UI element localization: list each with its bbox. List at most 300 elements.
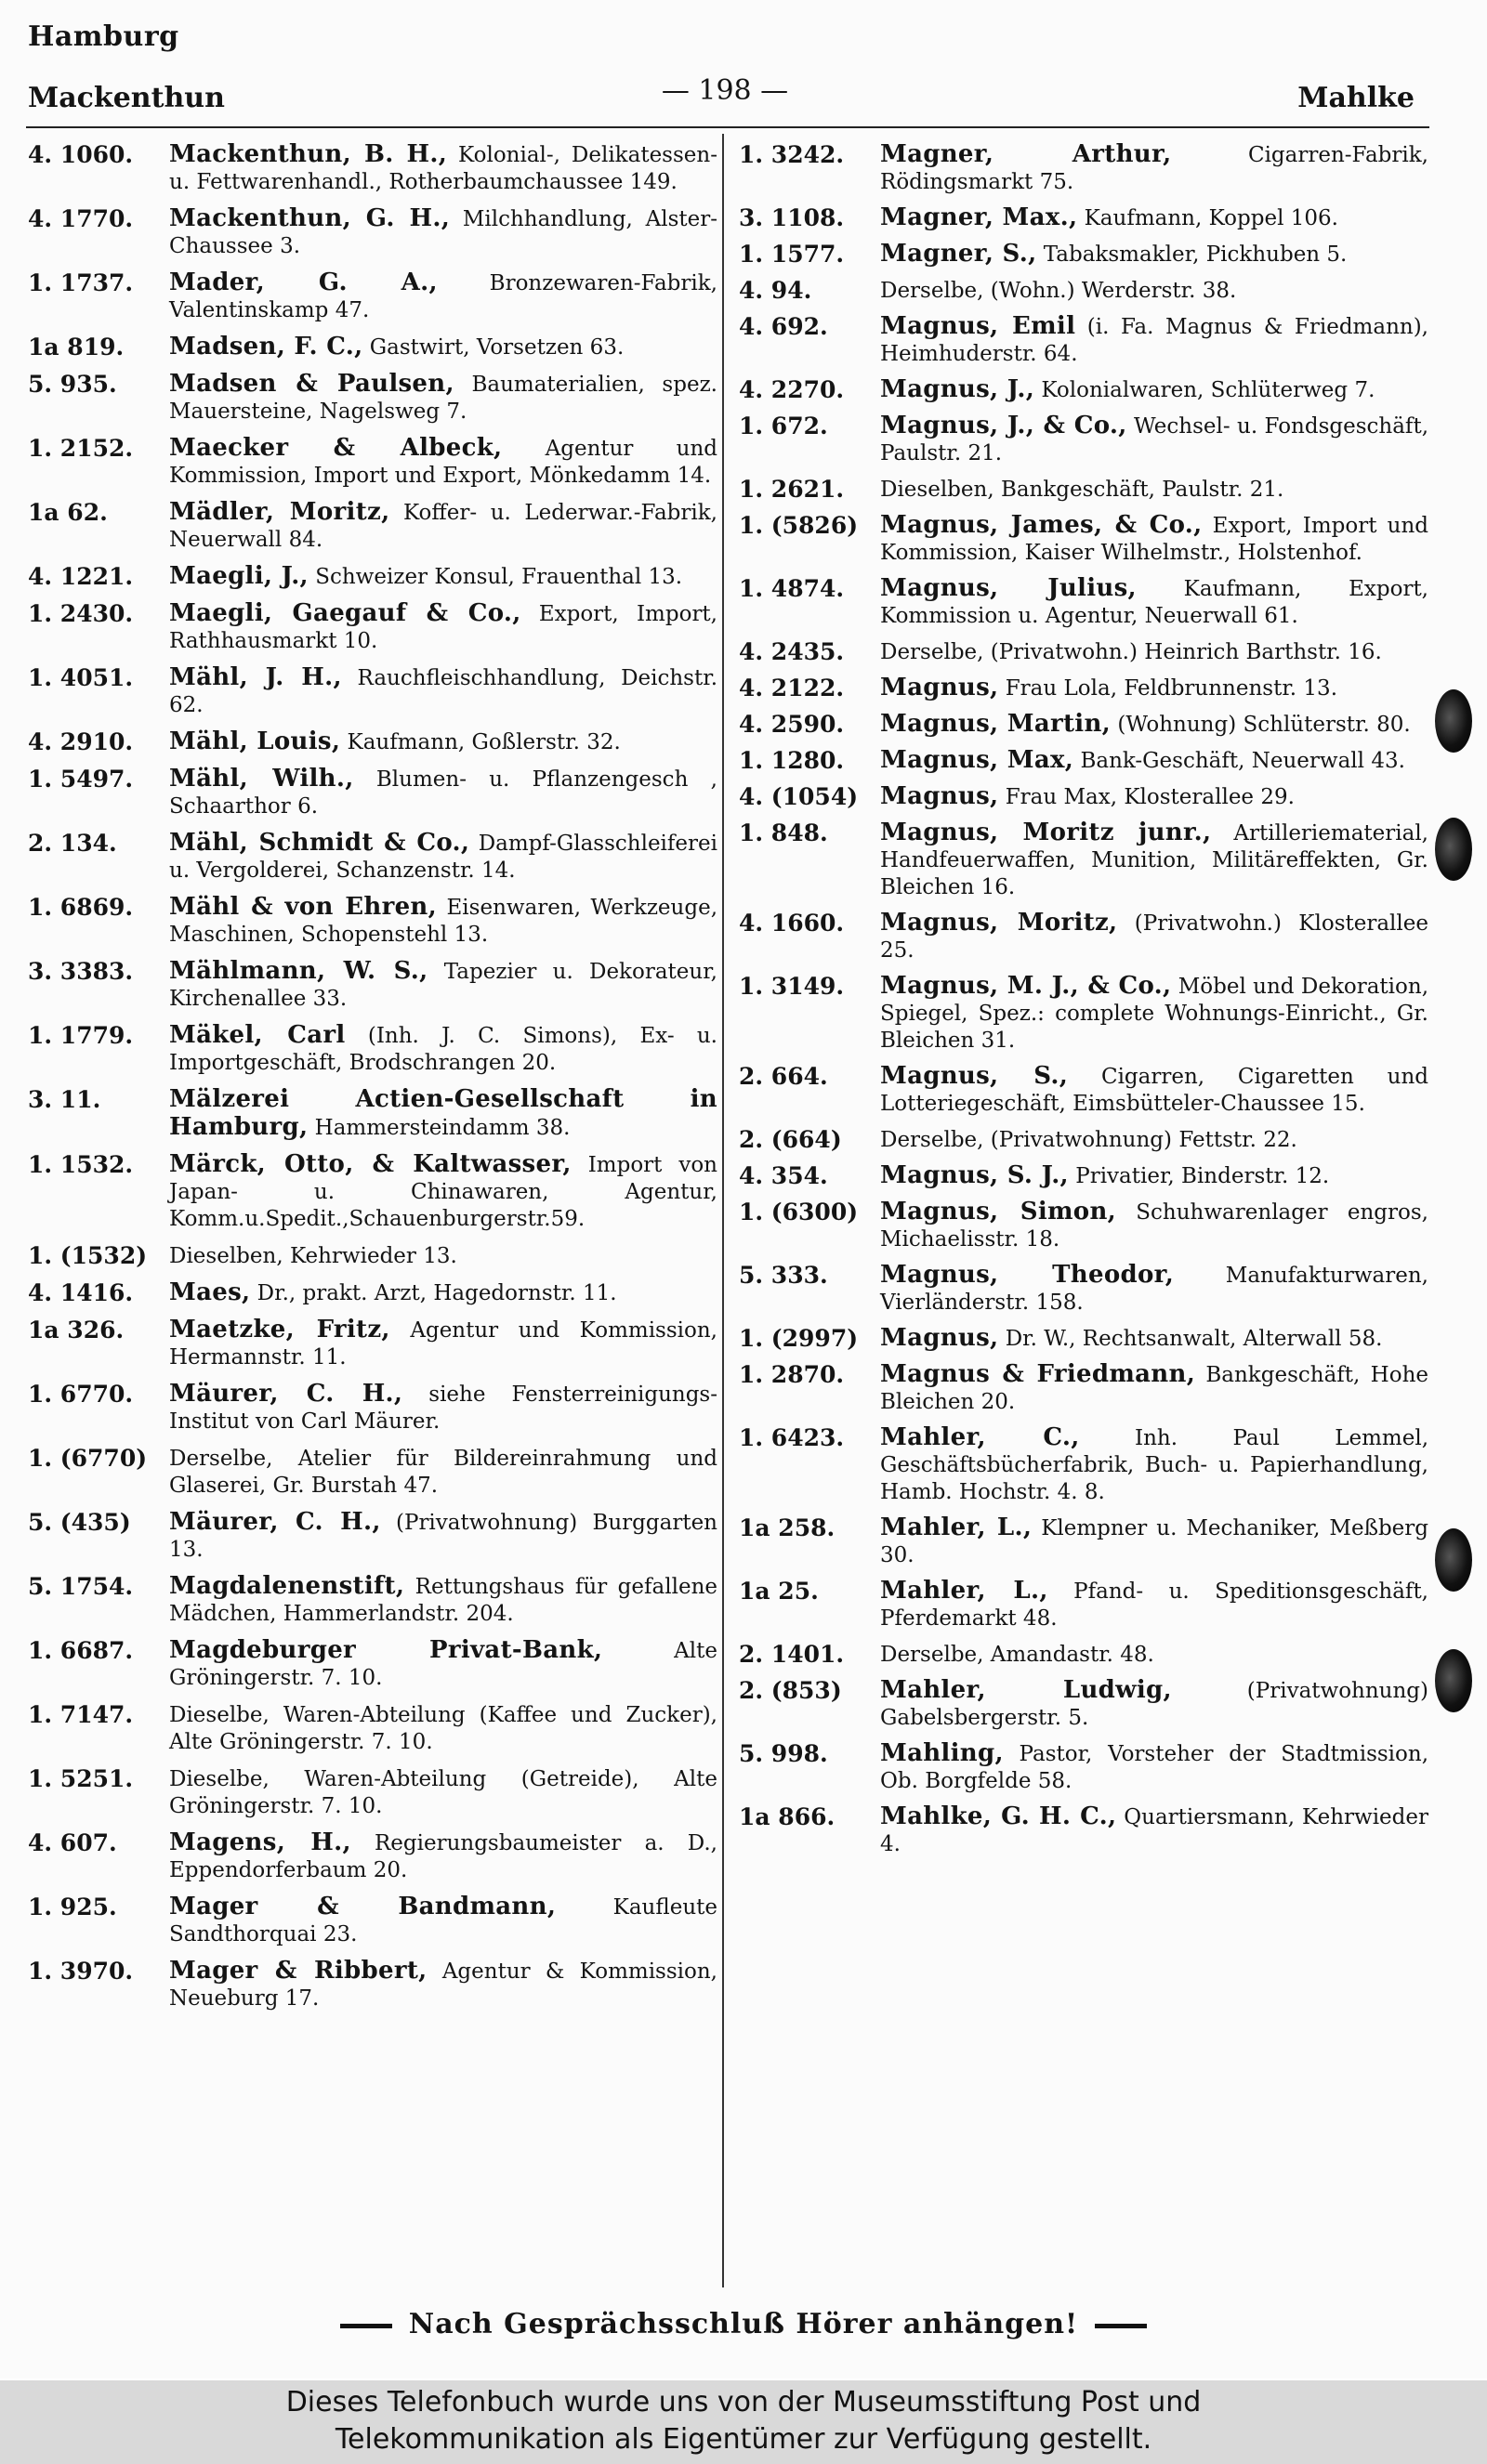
phone-number: 4. 1060.	[28, 141, 134, 168]
subscriber-name: Magnus,	[880, 1324, 999, 1352]
punch-holes	[1431, 0, 1487, 2379]
entry-text	[880, 1162, 1428, 1190]
directory-entry	[28, 1381, 717, 1435]
entry-text	[169, 958, 717, 1013]
subscriber-details: (Wohnung) Schlüterstr. 80.	[1111, 713, 1411, 737]
entry-text	[169, 1829, 717, 1884]
phone-number: 4. 1770.	[28, 205, 134, 232]
subscriber-details: Pastor, Vorsteher der Stadtmission, Ob. Borgfelde 58.	[880, 1742, 1428, 1793]
phone-number: 1. 1532.	[28, 1151, 134, 1178]
entry-text	[880, 1677, 1428, 1732]
phone-number: 2. (664)	[739, 1126, 842, 1153]
subscriber-details: Möbel und Dekoration, Spiegel, Spez.: complete Wohnungs-Einricht., Gr. Bleichen 31.	[880, 975, 1428, 1053]
directory-entry	[28, 563, 717, 591]
entry-text	[880, 910, 1428, 964]
directory-entry	[28, 1701, 717, 1756]
directory-entry	[28, 1242, 717, 1270]
subscriber-name: Mählmann, W. S.,	[169, 957, 428, 985]
entry-text	[880, 638, 1428, 666]
subscriber-details: Export, Import, Rathhausmarkt 10.	[169, 602, 717, 653]
directory-entry	[739, 1424, 1428, 1506]
subscriber-name: Mager & Bandmann,	[169, 1893, 557, 1920]
subscriber-details: Pfand- u. Speditionsgeschäft, Pferdemarkt 48.	[880, 1579, 1428, 1631]
subscriber-details: Tabaksmakler, Pickhuben 5.	[1036, 242, 1348, 267]
subscriber-name: Magnus & Friedmann,	[880, 1360, 1196, 1388]
directory-entry	[28, 1445, 717, 1500]
entry-text	[880, 376, 1428, 404]
subscriber-details: Hammersteindamm 38.	[308, 1116, 571, 1140]
directory-entry	[739, 512, 1428, 567]
directory-entry	[28, 371, 717, 426]
subscriber-name: Mähl, Louis,	[169, 727, 341, 755]
phone-number: 5. 998.	[739, 1740, 828, 1767]
subscriber-details: Dr., prakt. Arzt, Hagedornstr. 11.	[250, 1281, 617, 1305]
phone-number: 1a 866.	[739, 1803, 836, 1830]
subscriber-details: Agentur und Kommission, Import und Export, Mönkedamm 14.	[169, 437, 717, 488]
entry-text	[880, 575, 1428, 630]
subscriber-name: Magner, Arthur,	[880, 140, 1172, 168]
phone-number: 1. 6687.	[28, 1637, 134, 1664]
subscriber-details: Bronzewaren-Fabrik, Valentinskamp 47.	[169, 271, 717, 322]
subscriber-details: Dieselben, Bankgeschäft, Paulstr. 21.	[880, 478, 1284, 502]
directory-entry	[739, 1740, 1428, 1795]
subscriber-details: Artilleriematerial, Handfeuerwaffen, Munition, Militäreffekten, Gr. Bleichen 16.	[880, 821, 1428, 899]
entry-text	[169, 141, 717, 196]
subscriber-name: Madsen, F. C.,	[169, 333, 363, 360]
entry-text	[880, 1514, 1428, 1569]
directory-entry	[739, 638, 1428, 666]
entry-text	[169, 334, 717, 361]
phone-number: 1. (6300)	[739, 1199, 859, 1225]
entry-text	[169, 435, 717, 490]
phone-number: 1a 258.	[739, 1514, 836, 1541]
subscriber-name: Märck, Otto, & Kaltwasser,	[169, 1150, 572, 1178]
phone-number: 1a 62.	[28, 499, 108, 526]
phone-number: 2. 1401.	[739, 1641, 845, 1668]
directory-entry	[739, 1677, 1428, 1732]
phone-number: 1. (2997)	[739, 1325, 859, 1352]
directory-entry	[739, 783, 1428, 811]
phone-number: 4. 1660.	[739, 910, 845, 937]
subscriber-name: Maes,	[169, 1278, 251, 1306]
entry-text	[169, 1317, 717, 1371]
entry-text	[880, 277, 1428, 305]
directory-entry	[28, 1829, 717, 1884]
directory-entry	[28, 728, 717, 756]
subscriber-name: Mähl, Schmidt & Co.,	[169, 829, 470, 857]
directory-entry	[28, 1765, 717, 1820]
phone-number: 1. 1577.	[739, 241, 845, 268]
phone-number: 1. 6869.	[28, 894, 134, 921]
directory-entry	[28, 600, 717, 655]
subscriber-details: (i. Fa. Magnus & Friedmann), Heimhuderstr. 64.	[880, 315, 1428, 366]
entry-text	[880, 313, 1428, 368]
entry-text	[169, 1573, 717, 1628]
subscriber-details: Inh. Paul Lemmel, Geschäftsbücherfabrik, Buch- u. Papierhandlung, Hamb. Hochstr. 4. 8.	[880, 1426, 1428, 1504]
directory-entry	[739, 277, 1428, 305]
subscriber-name: Magner, S.,	[880, 240, 1037, 268]
column-divider	[722, 134, 724, 2287]
directory-entry	[739, 1361, 1428, 1416]
subscriber-name: Magnus, J., & Co.,	[880, 412, 1127, 439]
city-heading: Hamburg	[28, 20, 179, 53]
entry-text	[880, 476, 1428, 504]
subscriber-details: Bank-Geschäft, Neuerwall 43.	[1073, 749, 1405, 773]
entry-text	[880, 1325, 1428, 1353]
entry-text	[880, 1262, 1428, 1317]
subscriber-name: Mahling,	[880, 1739, 1004, 1767]
entry-text	[169, 205, 717, 260]
subscriber-name: Magnus,	[880, 782, 999, 810]
phone-number: 1. 4874.	[739, 575, 845, 602]
entry-text	[169, 1765, 717, 1820]
subscriber-details: Dieselbe, Waren-Abteilung (Getreide), Alte Gröningerstr. 7. 10.	[169, 1767, 717, 1818]
subscriber-details: (Privatwohnung) Gabelsbergerstr. 5.	[880, 1679, 1429, 1730]
phone-number: 1. 5497.	[28, 766, 134, 793]
directory-entry	[28, 1086, 717, 1142]
subscriber-name: Magdalenenstift,	[169, 1572, 405, 1600]
subscriber-details: Kaufmann, Koppel 106.	[1077, 206, 1338, 230]
phone-number: 1. 6770.	[28, 1381, 134, 1408]
subscriber-name: Mädler, Moritz,	[169, 498, 390, 526]
directory-entry	[28, 1573, 717, 1628]
subscriber-name: Magnus, Simon,	[880, 1198, 1116, 1225]
subscriber-name: Magnus, Theodor,	[880, 1261, 1175, 1289]
subscriber-details: Dieselbe, Waren-Abteilung (Kaffee und Zucker), Alte Gröningerstr. 7. 10.	[169, 1703, 717, 1754]
footer-note-row	[0, 2308, 1487, 2340]
subscriber-details: Frau Lola, Feldbrunnenstr. 13.	[998, 676, 1338, 701]
subscriber-name: Maetzke, Fritz,	[169, 1316, 390, 1343]
directory-entry	[739, 711, 1428, 739]
dash-rule-left	[340, 2324, 392, 2328]
phone-number: 4. 1416.	[28, 1279, 134, 1306]
subscriber-name: Mähl, J. H.,	[169, 663, 342, 691]
entry-text	[169, 1022, 717, 1077]
directory-entry	[28, 499, 717, 554]
subscriber-name: Mader, G. A.,	[169, 269, 438, 296]
subscriber-details: (Privatwohn.) Klosterallee 25.	[880, 911, 1428, 963]
subscriber-details: Kolonial-, Delikatessen- u. Fettwarenhandl., Rotherbaumchaussee 149.	[169, 143, 717, 194]
entry-text	[169, 1381, 717, 1435]
directory-entry	[739, 675, 1428, 702]
subscriber-details: Frau Max, Klosterallee 29.	[998, 785, 1295, 809]
directory-entry	[28, 1151, 717, 1233]
entry-text	[880, 819, 1428, 901]
subscriber-details: (Inh. J. C. Simons), Ex- u. Importgeschäft, Brodschrangen 20.	[169, 1024, 717, 1075]
phone-number: 1. 925.	[28, 1894, 117, 1920]
entry-text	[169, 600, 717, 655]
phone-number: 1. 2621.	[739, 476, 845, 503]
subscriber-name: Magnus, James, & Co.,	[880, 511, 1203, 539]
subscriber-details: Agentur und Kommission, Hermannstr. 11.	[169, 1318, 717, 1370]
subscriber-details: Dieselben, Kehrwieder 13.	[169, 1244, 457, 1268]
header-divider	[26, 126, 1429, 128]
directory-entry	[28, 766, 717, 820]
subscriber-details: Derselbe, (Privatwohnung) Fettstr. 22.	[880, 1128, 1297, 1152]
subscriber-name: Mahler, L.,	[880, 1514, 1033, 1541]
phone-number: 4. 1221.	[28, 563, 134, 590]
directory-entry	[739, 413, 1428, 467]
phone-number: 4. 2435.	[739, 638, 845, 665]
entry-text	[169, 894, 717, 949]
subscriber-name: Mähl & von Ehren,	[169, 893, 437, 921]
phone-number: 1a 25.	[739, 1578, 819, 1605]
caption-line-1: Dieses Telefonbuch wurde uns von der Museumsstiftung Post und	[285, 2386, 1202, 2418]
subscriber-name: Maegli, J.,	[169, 562, 309, 590]
phone-number: 3. 11.	[28, 1086, 101, 1113]
directory-entry	[739, 1514, 1428, 1569]
subscriber-name: Magdeburger Privat-Bank,	[169, 1636, 603, 1664]
subscriber-details: Dampf-Glasschleiferei u. Vergolderei, Schanzenstr. 14.	[169, 832, 717, 883]
subscriber-details: Export, Import und Kommission, Kaiser Wilhelmstr., Holstenhof.	[880, 514, 1428, 565]
directory-entry	[28, 664, 717, 719]
phone-number: 1. 1779.	[28, 1022, 134, 1049]
entry-text	[169, 1279, 717, 1307]
entry-text	[880, 1361, 1428, 1416]
phone-number: 5. 935.	[28, 371, 117, 398]
subscriber-name: Madsen & Paulsen,	[169, 370, 454, 398]
subscriber-name: Magnus, S. J.,	[880, 1161, 1069, 1189]
phone-number: 1. 672.	[739, 413, 828, 439]
subscriber-name: Mälzerei Actien-Gesellschaft in Hamburg,	[169, 1085, 717, 1141]
phone-number: 1. 1280.	[739, 747, 845, 774]
directory-entry	[739, 1578, 1428, 1632]
subscriber-details: Privatier, Binderstr. 12.	[1068, 1164, 1330, 1188]
subscriber-details: Dr. W., Rechtsanwalt, Alterwall 58.	[998, 1327, 1383, 1351]
subscriber-name: Magnus, Moritz junr.,	[880, 819, 1212, 846]
phone-number: 4. 2590.	[739, 711, 845, 738]
subscriber-details: Wechsel- u. Fondsgeschäft, Paulstr. 21.	[880, 414, 1429, 465]
phone-number: 1. 3242.	[739, 141, 845, 168]
directory-entry	[28, 1279, 717, 1307]
subscriber-details: Bankgeschäft, Hohe Bleichen 20.	[880, 1363, 1428, 1414]
entry-text	[169, 1637, 717, 1692]
subscriber-details: siehe Fensterreinigungs-Institut von Carl Mäurer.	[169, 1383, 718, 1434]
phone-number: 1. 2152.	[28, 435, 134, 462]
subscriber-details: Import von Japan- u. Chinawaren, Agentur, Komm.u.Spedit.,Schauenburgerstr.59.	[169, 1153, 718, 1231]
entry-text	[880, 1740, 1428, 1795]
directory-entry	[739, 241, 1428, 269]
directory-entry	[28, 205, 717, 260]
entry-text	[880, 1641, 1428, 1669]
subscriber-name: Maegli, Gaegauf & Co.,	[169, 599, 521, 627]
directory-entry	[739, 1162, 1428, 1190]
directory-entry	[739, 1063, 1428, 1118]
phone-number: 1. 2870.	[739, 1361, 845, 1388]
phone-number: 1. 1737.	[28, 269, 134, 296]
directory-entry	[739, 575, 1428, 630]
entry-text	[880, 1578, 1428, 1632]
entry-text	[880, 1424, 1428, 1506]
subscriber-name: Mähl, Wilh.,	[169, 765, 354, 793]
phone-number: 4. 2270.	[739, 376, 845, 403]
subscriber-details: Eisenwaren, Werkzeuge, Maschinen, Schopenstehl 13.	[169, 896, 718, 947]
phone-number: 1. (1532)	[28, 1242, 148, 1269]
entry-text	[880, 783, 1428, 811]
phone-number: 1. 848.	[739, 819, 828, 846]
entry-text	[880, 747, 1428, 775]
entry-text	[880, 1199, 1428, 1253]
entry-text	[169, 830, 717, 885]
subscriber-details: Schuhwarenlager engros, Michaelisstr. 18.	[880, 1200, 1428, 1252]
directory-entry	[28, 269, 717, 324]
directory-entry	[28, 1958, 717, 2012]
subscriber-details: Milchhandlung, Alster-Chaussee 3.	[169, 207, 717, 258]
caption-line-2: Telekommunikation als Eigentümer zur Verfügung gestellt.	[335, 2423, 1152, 2456]
entry-text	[169, 269, 717, 324]
directory-entry	[739, 1126, 1428, 1154]
subscriber-details: Kolonialwaren, Schlüterweg 7.	[1034, 378, 1375, 402]
entry-text	[169, 1894, 717, 1948]
punch-hole-icon	[1435, 1528, 1472, 1592]
phone-number: 4. 2122.	[739, 675, 845, 701]
phone-number: 1a 819.	[28, 334, 125, 360]
entry-text	[169, 499, 717, 554]
punch-hole-icon	[1435, 1649, 1472, 1712]
entry-text	[169, 766, 717, 820]
phone-number: 2. (853)	[739, 1677, 842, 1704]
dash-rule-right	[1095, 2324, 1147, 2328]
subscriber-details: Rettungshaus für gefallene Mädchen, Hammerlandstr. 204.	[169, 1575, 717, 1626]
subscriber-details: Derselbe, (Wohn.) Werderstr. 38.	[880, 279, 1237, 303]
range-end-heading: Mahlke	[1297, 82, 1415, 114]
subscriber-details: Quartiersmann, Kehrwieder 4.	[880, 1805, 1428, 1856]
subscriber-name: Mäurer, C. H.,	[169, 1380, 403, 1408]
directory-entry	[28, 1509, 717, 1564]
phone-number: 4. (1054)	[739, 783, 859, 810]
entry-text	[169, 1242, 717, 1270]
subscriber-details: Tapezier u. Dekorateur, Kirchenallee 33.	[169, 960, 717, 1011]
subscriber-name: Mackenthun, G. H.,	[169, 204, 451, 232]
footer-note: Nach Gesprächsschluß Hörer anhängen!	[408, 2308, 1079, 2340]
subscriber-name: Mahler, Ludwig,	[880, 1676, 1172, 1704]
entry-text	[169, 664, 717, 719]
subscriber-details: Gastwirt, Vorsetzen 63.	[362, 335, 625, 360]
directory-entry	[739, 973, 1428, 1055]
directory-entry	[739, 910, 1428, 964]
entry-text	[880, 413, 1428, 467]
subscriber-details: Cigarren-Fabrik, Rödingsmarkt 75.	[880, 143, 1428, 194]
directory-entry	[739, 747, 1428, 775]
directory-entry	[739, 313, 1428, 368]
subscriber-name: Mager & Ribbert,	[169, 1957, 428, 1985]
directory-entry	[28, 1022, 717, 1077]
phone-number: 3. 1108.	[739, 204, 845, 231]
entry-text	[169, 563, 717, 591]
entry-text	[880, 711, 1428, 739]
directory-entry	[28, 830, 717, 885]
entry-text	[169, 728, 717, 756]
phone-number: 4. 94.	[739, 277, 812, 304]
entry-text	[880, 675, 1428, 702]
directory-entry	[739, 376, 1428, 404]
subscriber-name: Magnus, J.,	[880, 375, 1035, 403]
entry-text	[880, 241, 1428, 269]
subscriber-name: Magnus, Max,	[880, 746, 1074, 774]
phone-number: 1. (5826)	[739, 512, 859, 539]
subscriber-name: Magner, Max.,	[880, 203, 1078, 231]
directory-entry	[739, 1325, 1428, 1353]
subscriber-details: Cigarren, Cigaretten und Lotteriegeschäft, Eimsbütteler-Chaussee 15.	[880, 1065, 1429, 1116]
subscriber-details: Rauchfleischhandlung, Deichstr. 62.	[169, 666, 718, 717]
phone-number: 2. 134.	[28, 830, 117, 857]
entry-text	[880, 204, 1428, 232]
subscriber-details: Kaufmann, Export, Kommission u. Agentur, Neuerwall 61.	[880, 577, 1428, 628]
phone-number: 4. 692.	[739, 313, 828, 340]
subscriber-name: Mäkel, Carl	[169, 1021, 346, 1049]
subscriber-details: Schweizer Konsul, Frauenthal 13.	[308, 565, 683, 589]
subscriber-details: Regierungsbaumeister a. D., Eppendorferbaum 20.	[169, 1831, 717, 1882]
phone-number: 1. 3149.	[739, 973, 845, 1000]
entry-text	[169, 1151, 717, 1233]
phone-number: 1. 6423.	[739, 1424, 845, 1451]
phone-number: 2. 664.	[739, 1063, 828, 1090]
directory-entry	[28, 1894, 717, 1948]
subscriber-name: Mahler, L.,	[880, 1577, 1048, 1605]
subscriber-details: Koffer- u. Lederwar.-Fabrik, Neuerwall 84.	[169, 501, 717, 552]
directory-entry	[739, 1803, 1428, 1858]
phone-number: 1. 3970.	[28, 1958, 134, 1985]
entry-text	[169, 1701, 717, 1756]
subscriber-details: Klempner u. Mechaniker, Meßberg 30.	[880, 1516, 1428, 1567]
subscriber-name: Magnus, Julius,	[880, 574, 1137, 602]
subscriber-name: Mahler, C.,	[880, 1423, 1080, 1451]
entry-text	[880, 141, 1428, 196]
entry-text	[880, 512, 1428, 567]
entry-text	[880, 1803, 1428, 1858]
subscriber-name: Magnus, Emil	[880, 312, 1076, 340]
subscriber-details: Kaufleute Sandthorquai 23.	[169, 1895, 717, 1946]
phone-number: 1. 2430.	[28, 600, 134, 627]
subscriber-details: (Privatwohnung) Burggarten 13.	[169, 1511, 717, 1562]
directory-entry	[739, 476, 1428, 504]
directory-entry	[739, 204, 1428, 232]
phone-number: 4. 2910.	[28, 728, 134, 755]
subscriber-details: Manufakturwaren, Vierländerstr. 158.	[880, 1264, 1428, 1315]
entry-text	[169, 1086, 717, 1142]
phone-number: 4. 607.	[28, 1829, 117, 1856]
entry-text	[169, 371, 717, 426]
subscriber-name: Magnus, Moritz,	[880, 909, 1118, 937]
phone-number: 3. 3383.	[28, 958, 134, 985]
subscriber-name: Magnus, S.,	[880, 1062, 1069, 1090]
directory-entry	[28, 894, 717, 949]
right-column	[739, 141, 1428, 1858]
subscriber-name: Magnus,	[880, 674, 999, 701]
subscriber-name: Mäurer, C. H.,	[169, 1508, 381, 1536]
directory-entry	[28, 334, 717, 361]
entry-text	[880, 1126, 1428, 1154]
subscriber-details: Baumaterialien, spez. Mauersteine, Nagelsweg 7.	[169, 373, 717, 424]
punch-hole-icon	[1435, 689, 1472, 753]
directory-entry	[739, 819, 1428, 901]
entry-text	[880, 1063, 1428, 1118]
subscriber-name: Maecker & Albeck,	[169, 434, 503, 462]
phone-number: 4. 354.	[739, 1162, 828, 1189]
subscriber-details: Kaufmann, Goßlerstr. 32.	[340, 730, 621, 754]
left-column	[28, 141, 717, 2012]
subscriber-details: Derselbe, Amandastr. 48.	[880, 1643, 1154, 1667]
phone-number: 1. (6770)	[28, 1445, 148, 1472]
directory-entry	[739, 141, 1428, 196]
directory-entry	[28, 435, 717, 490]
phone-number: 1. 7147.	[28, 1701, 134, 1728]
phone-number: 1a 326.	[28, 1317, 125, 1343]
phone-number: 1. 4051.	[28, 664, 134, 691]
subscriber-name: Mackenthun, B. H.,	[169, 140, 448, 168]
range-start-heading: Mackenthun	[28, 82, 225, 114]
subscriber-name: Magnus, Martin,	[880, 710, 1112, 738]
